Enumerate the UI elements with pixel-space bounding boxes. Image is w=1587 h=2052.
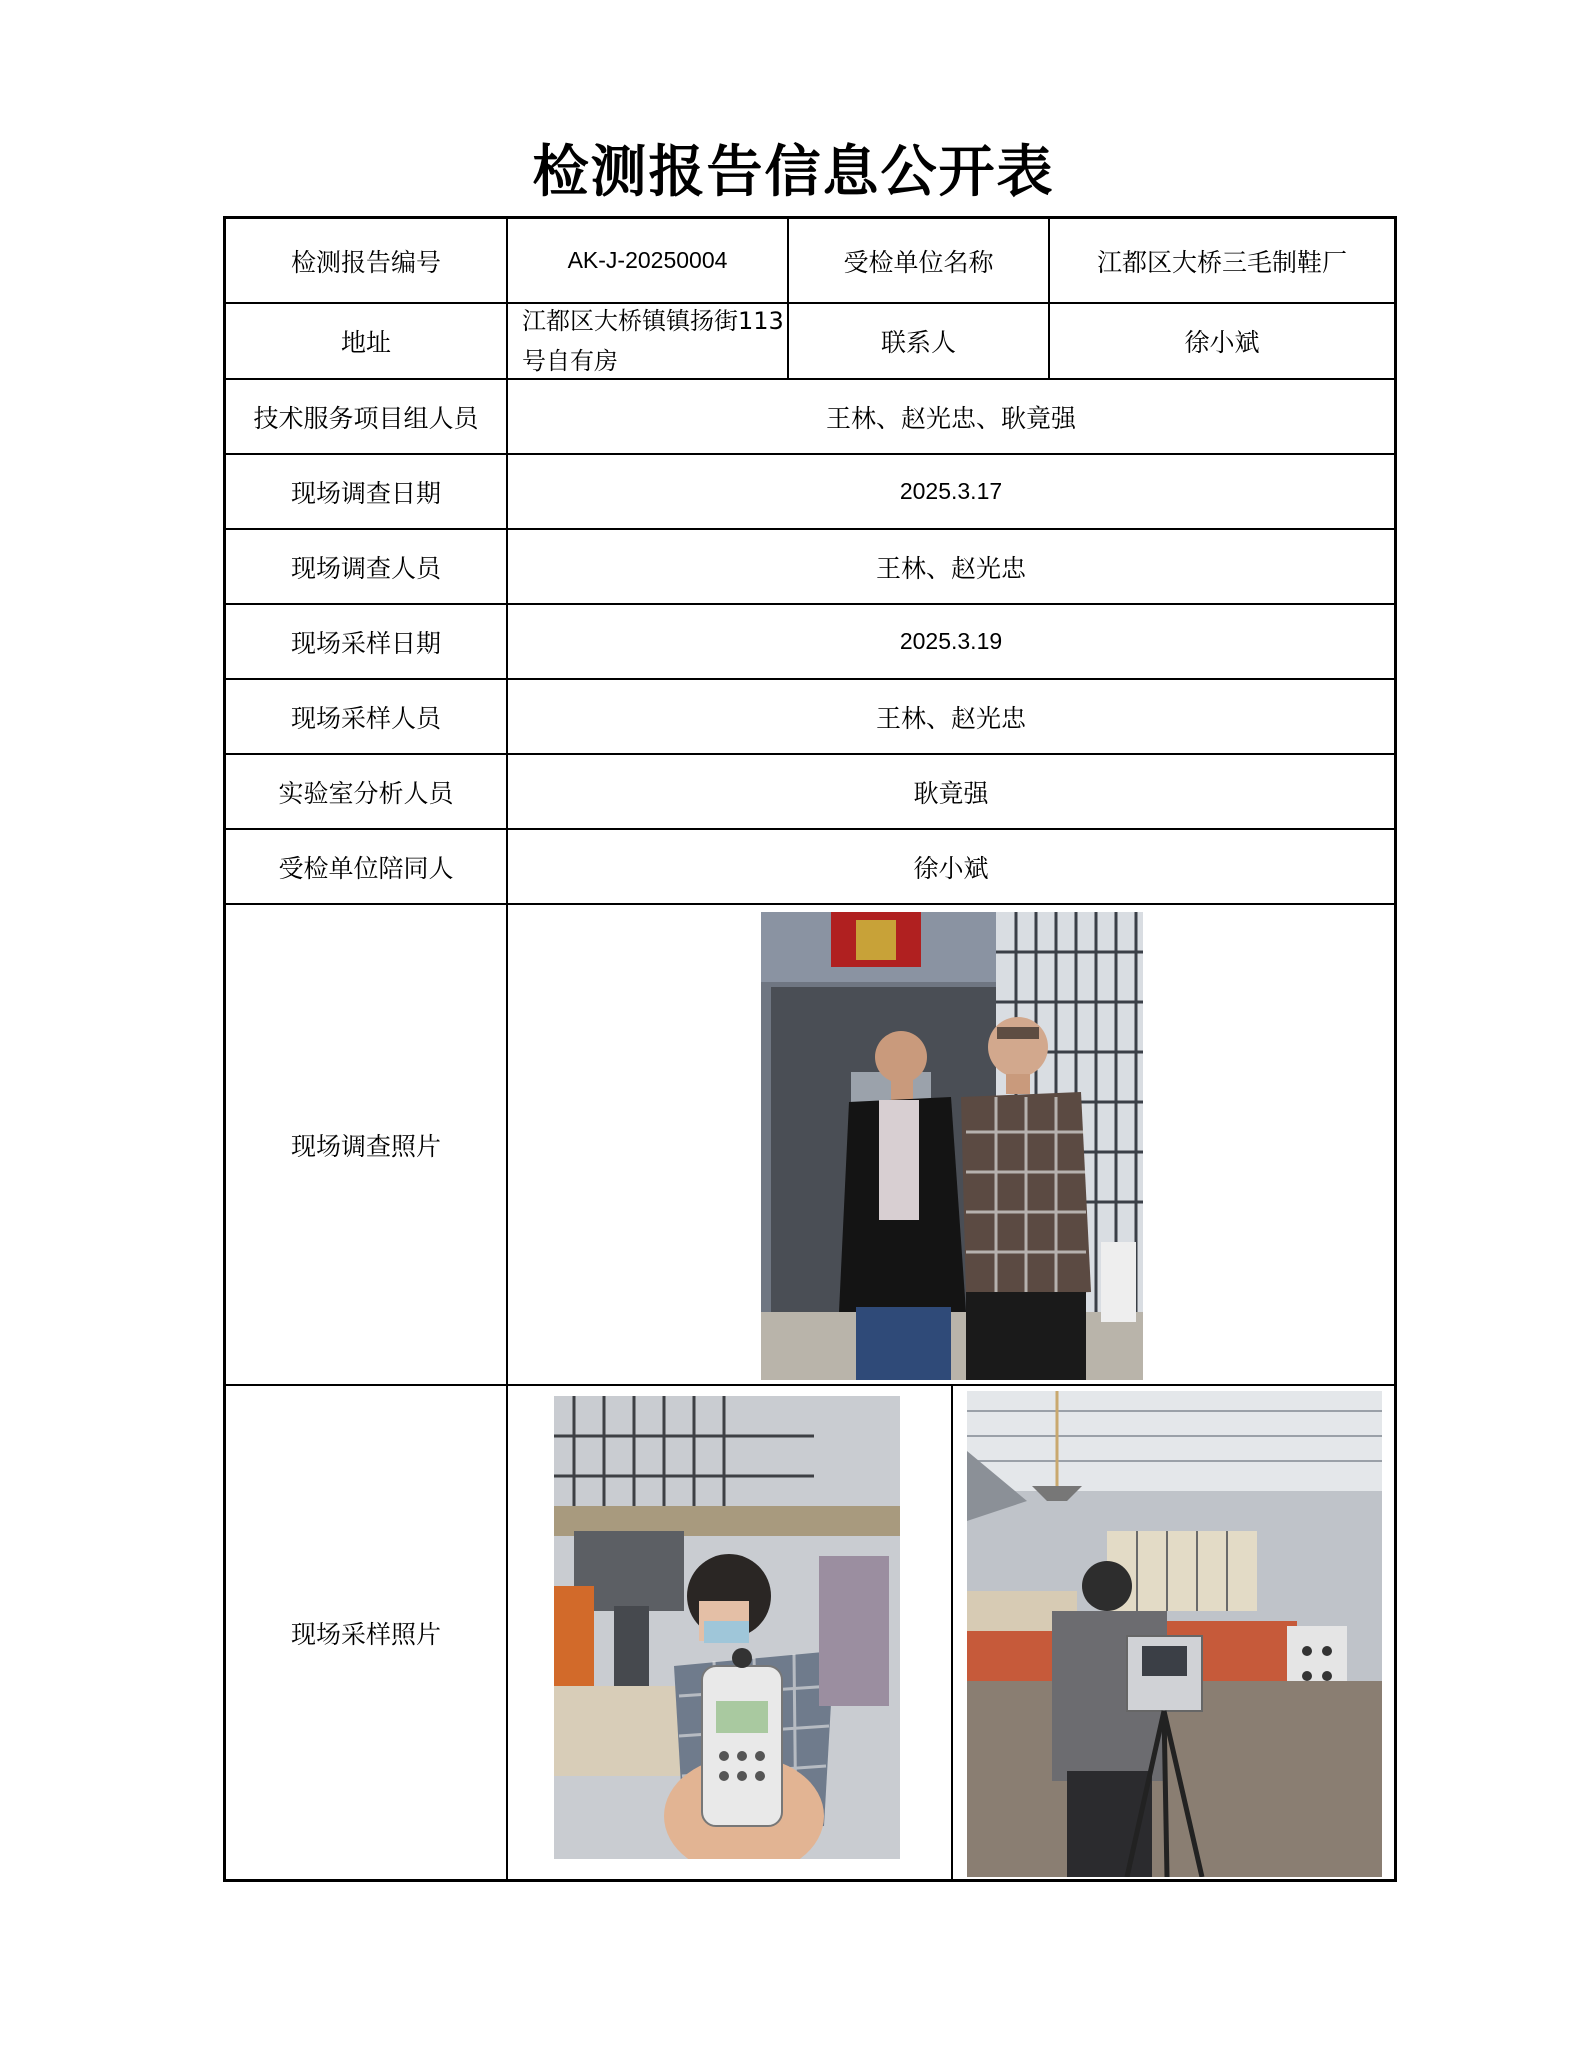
escort-value: 徐小斌 [913, 853, 989, 883]
survey-staff-label: 现场调查人员 [290, 553, 441, 583]
page-title: 检测报告信息公开表 [532, 140, 1055, 205]
team-value: 王林、赵光忠、耿竟强 [825, 403, 1076, 433]
sampling-staff-value: 王林、赵光忠 [875, 703, 1026, 733]
sampling-photo-1 [554, 1396, 900, 1859]
survey-photo-label: 现场调查照片 [290, 1131, 441, 1161]
sampling-photo-2 [967, 1391, 1382, 1877]
team-label: 技术服务项目组人员 [253, 403, 479, 433]
sampling-photo-label: 现场采样照片 [290, 1619, 441, 1649]
sampling-staff-label: 现场采样人员 [290, 703, 441, 733]
sampling-date-label: 现场采样日期 [290, 628, 441, 658]
contact-label: 联系人 [880, 328, 956, 357]
survey-date-value: 2025.3.17 [899, 478, 1003, 504]
escort-label: 受检单位陪同人 [278, 853, 454, 883]
lab-staff-label: 实验室分析人员 [278, 778, 454, 808]
info-table [223, 216, 1397, 1882]
survey-staff-value: 王林、赵光忠 [875, 553, 1026, 583]
address-value: 江都区大桥镇镇扬街113号自有房 [522, 307, 784, 375]
survey-date-label: 现场调查日期 [290, 478, 441, 508]
report-number-label: 检测报告编号 [290, 247, 441, 277]
inspected-unit-value: 江都区大桥三毛制鞋厂 [1096, 247, 1347, 277]
report-number-value: AK-J-20250004 [567, 247, 728, 273]
contact-value: 徐小斌 [1184, 328, 1260, 357]
lab-staff-value: 耿竟强 [913, 778, 989, 808]
survey-photo [761, 912, 1143, 1380]
address-label: 地址 [340, 328, 391, 357]
inspected-unit-label: 受检单位名称 [843, 247, 994, 277]
sampling-date-value: 2025.3.19 [899, 628, 1003, 654]
